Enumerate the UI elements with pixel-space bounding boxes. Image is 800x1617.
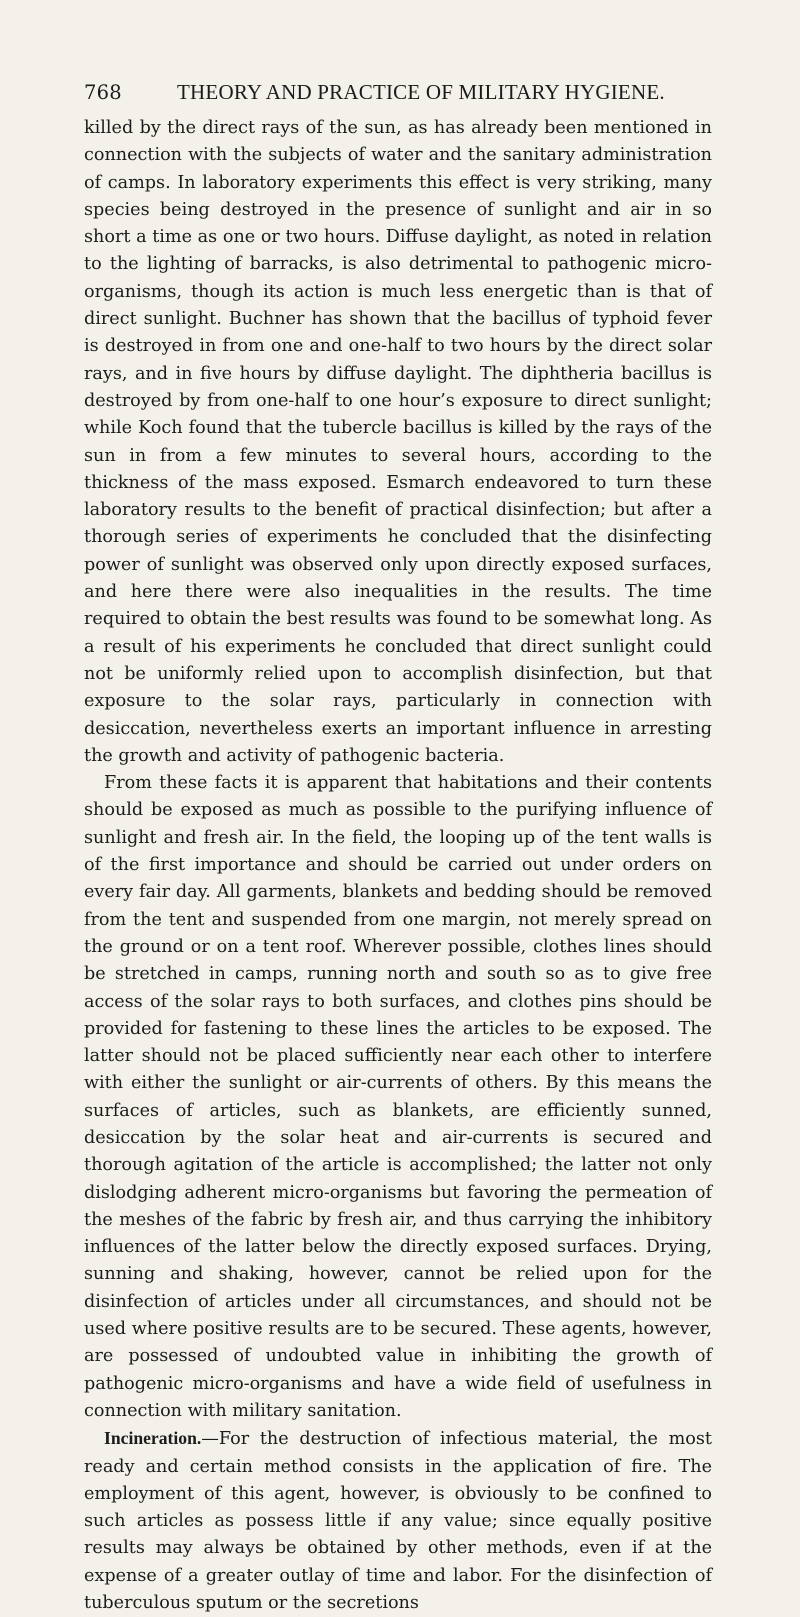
paragraph-incineration-text: —For the destruction of infectious material, the most ready and certain method consists in the application of fire. The employment of this agent, however, is obviously to be confined to such articles as possess little if any value; since equally positive results may always be obtained by other methods, even if at the expense of a greater outlay of time and labor. For the disinfection of tuberculous sputum or the secretions <box>84 1429 712 1614</box>
paragraph-continued: killed by the direct rays of the sun, as has already been mentioned in connection with the subjects of water and the sanitary administration of camps. In laboratory experiments this effect is very striking, many species being destroyed in the presence of sunlight and air in so short a time as one or two hours. Diffuse daylight, as noted in relation to the lighting of barracks, is also detrimental to pathogenic micro-organisms, though its action is much less energetic than is that of direct sunlight. Buchner has shown that the bacillus of typhoid fever is destroyed in from one and one-half to two hours by the direct solar rays, and in five hours by diffuse daylight. The diphtheria bacillus is destroyed by from one-half to one hour’s exposure to direct sunlight; while Koch found that the tubercle bacillus is killed by the rays of the sun in from a few minutes to several hours, according to the thickness of the mass exposed. Esmarch endeavored to turn these laboratory results to the benefit of practical disinfection; but after a thorough series of experiments he concluded that the disinfecting power of sunlight was observed only upon directly exposed surfaces, and here there were also inequalities in the results. The time required to obtain the best results was found to be somewhat long. As a result of his experiments he concluded that direct sunlight could not be uniformly relied upon to accomplish disinfection, but that exposure to the solar rays, particularly in connection with desiccation, nevertheless exerts an important influence in arresting the growth and activity of pathogenic bacteria. <box>84 118 712 766</box>
book-page <box>84 78 712 1617</box>
body-text <box>84 115 712 1617</box>
paragraph-incineration <box>84 1425 712 1617</box>
page-number: 768 <box>84 81 122 104</box>
running-title: THEORY AND PRACTICE OF MILITARY HYGIENE. <box>177 80 665 104</box>
section-heading-incineration: Incineration. <box>104 1428 202 1449</box>
running-header <box>84 78 712 107</box>
paragraph-sunlight-exposure: From these facts it is apparent that habitations and their contents should be exposed as much as possible to the purifying influence of sunlight and fresh air. In the field, the looping up of the tent walls is of the first importance and should be carried out under orders on every fair day. All garments, blankets and bedding should be removed from the tent and suspended from one margin, not merely spread on the ground or on a tent roof. Wherever possible, clothes lines should be stretched in camps, running north and south so as to give free access of the solar rays to both surfaces, and clothes pins should be provided for fastening to these lines the articles to be exposed. The latter should not be placed sufficiently near each other to interfere with either the sunlight or air-currents of others. By this means the surfaces of articles, such as blankets, are efficiently sunned, desiccation by the solar heat and air-currents is secured and thorough agitation of the article is accomplished; the latter not only dislodging adherent micro-organisms but favoring the permeation of the meshes of the fabric by fresh air, and thus carrying the inhibitory influences of the latter below the directly exposed surfaces. Drying, sunning and shaking, however, cannot be relied upon for the disinfection of articles under all circumstances, and should not be used where positive results are to be secured. These agents, however, are possessed of undoubted value in inhibiting the growth of pathogenic micro-organisms and have a wide field of usefulness in connection with military sanitation. <box>84 773 712 1421</box>
